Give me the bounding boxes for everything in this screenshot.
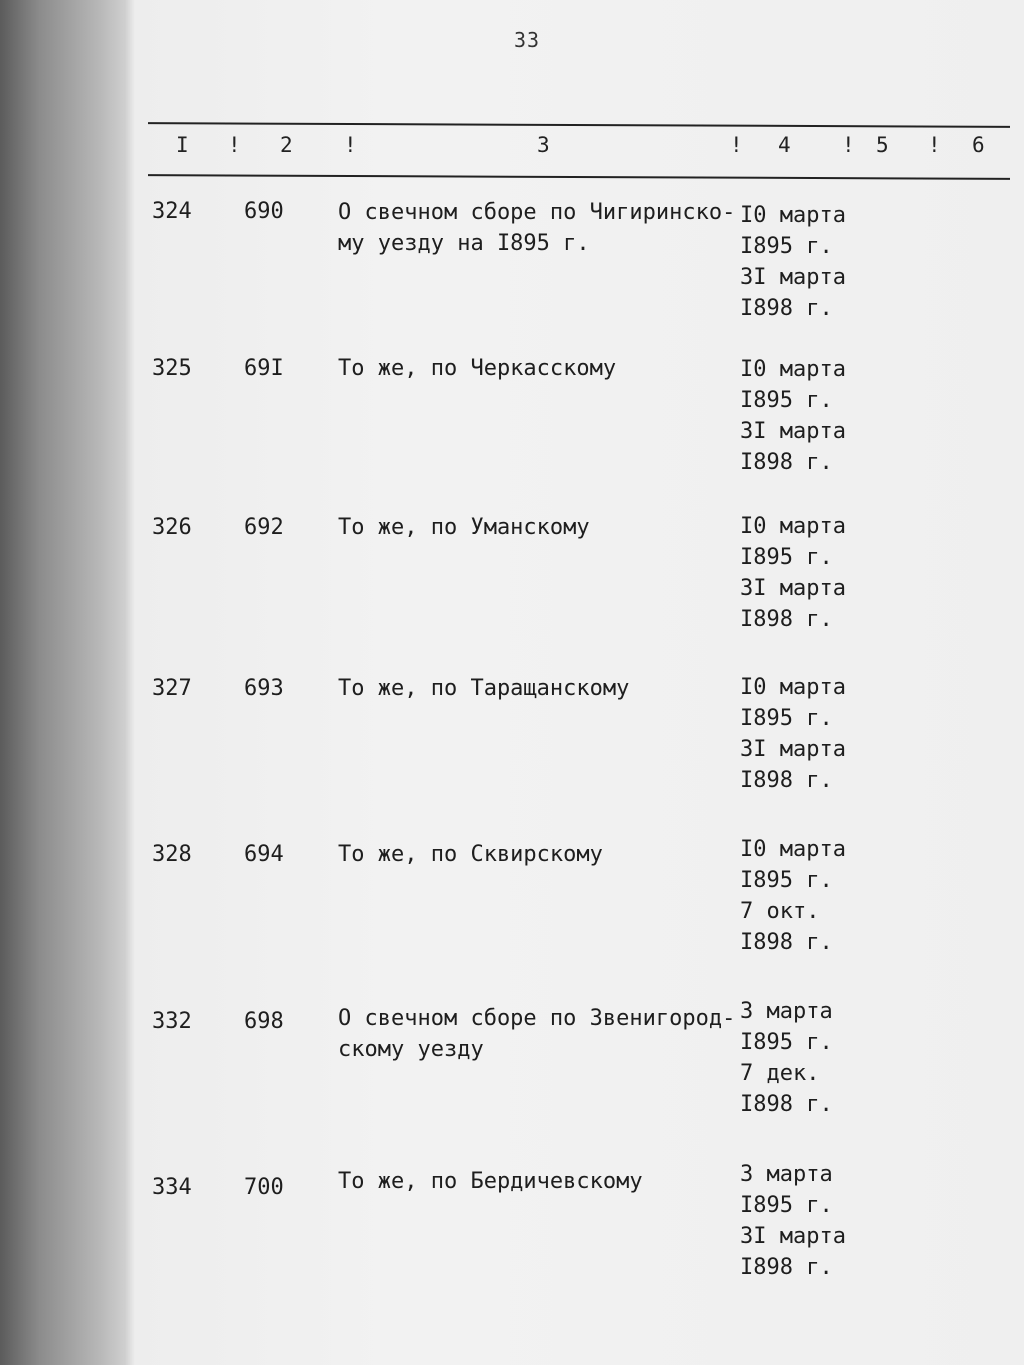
record-title: О свечном сборе по Звенигород-скому уезду (338, 1006, 736, 1062)
start-year: I895 г. (740, 706, 833, 731)
record-dates (740, 200, 880, 324)
header-separator: ! (344, 133, 357, 157)
start-year: I895 г. (740, 234, 833, 259)
record-number: 328 (152, 842, 192, 867)
start-date: 3 марта (740, 999, 833, 1024)
file-number: 700 (244, 1175, 284, 1200)
record-dates (740, 511, 880, 635)
start-date: I0 марта (740, 357, 846, 382)
record-title: То же, по Черкасскому (338, 356, 617, 381)
record-title: То же, по Сквирскому (338, 842, 603, 867)
record-dates (740, 354, 880, 478)
record-dates (740, 834, 880, 958)
header-separator: ! (730, 133, 743, 157)
end-year: I898 г. (740, 1092, 833, 1117)
record-title: О свечном сборе по Чигиринско-му уезду на I895 г. (338, 200, 736, 256)
end-date: 3I марта (740, 737, 846, 762)
start-date: I0 марта (740, 203, 846, 228)
start-year: I895 г. (740, 1193, 833, 1218)
end-date: 3I марта (740, 419, 846, 444)
end-year: I898 г. (740, 768, 833, 793)
file-number: 692 (244, 515, 284, 540)
header-top-rule (148, 122, 1010, 128)
header-col-3: 3 (537, 133, 550, 157)
end-date: 7 дек. (740, 1061, 820, 1086)
record-number: 325 (152, 356, 192, 381)
header-separator: ! (928, 133, 941, 157)
header-col-5: 5 (876, 133, 889, 157)
header-col-4: 4 (778, 133, 791, 157)
record-number: 327 (152, 676, 192, 701)
end-year: I898 г. (740, 930, 833, 955)
start-year: I895 г. (740, 868, 833, 893)
end-date: 3I марта (740, 1224, 846, 1249)
start-date: I0 марта (740, 514, 846, 539)
file-number: 698 (244, 1009, 284, 1034)
record-dates (740, 1159, 880, 1283)
header-bottom-rule (148, 174, 1010, 180)
record-dates (740, 996, 880, 1120)
page-number: 33 (514, 28, 541, 52)
header-separator: ! (842, 133, 855, 157)
file-number: 693 (244, 676, 284, 701)
record-title: То же, по Бердичевскому (338, 1169, 643, 1194)
record-number: 324 (152, 199, 192, 224)
end-date: 3I марта (740, 576, 846, 601)
record-number: 334 (152, 1175, 192, 1200)
header-separator: ! (228, 133, 241, 157)
start-year: I895 г. (740, 1030, 833, 1055)
start-year: I895 г. (740, 388, 833, 413)
record-title: То же, по Таращанскому (338, 676, 630, 701)
file-number: 69I (244, 356, 284, 381)
end-date: 3I марта (740, 265, 846, 290)
start-year: I895 г. (740, 545, 833, 570)
start-date: 3 марта (740, 1162, 833, 1187)
header-col-1: I (176, 133, 189, 157)
file-number: 690 (244, 199, 284, 224)
record-number: 326 (152, 515, 192, 540)
record-dates (740, 672, 880, 796)
end-year: I898 г. (740, 1255, 833, 1280)
end-year: I898 г. (740, 607, 833, 632)
start-date: I0 марта (740, 837, 846, 862)
start-date: I0 марта (740, 675, 846, 700)
header-col-2: 2 (280, 133, 293, 157)
header-col-6: 6 (972, 133, 985, 157)
record-number: 332 (152, 1009, 192, 1034)
end-year: I898 г. (740, 450, 833, 475)
end-year: I898 г. (740, 296, 833, 321)
file-number: 694 (244, 842, 284, 867)
end-date: 7 окт. (740, 899, 820, 924)
record-title: То же, по Уманскому (338, 515, 590, 540)
